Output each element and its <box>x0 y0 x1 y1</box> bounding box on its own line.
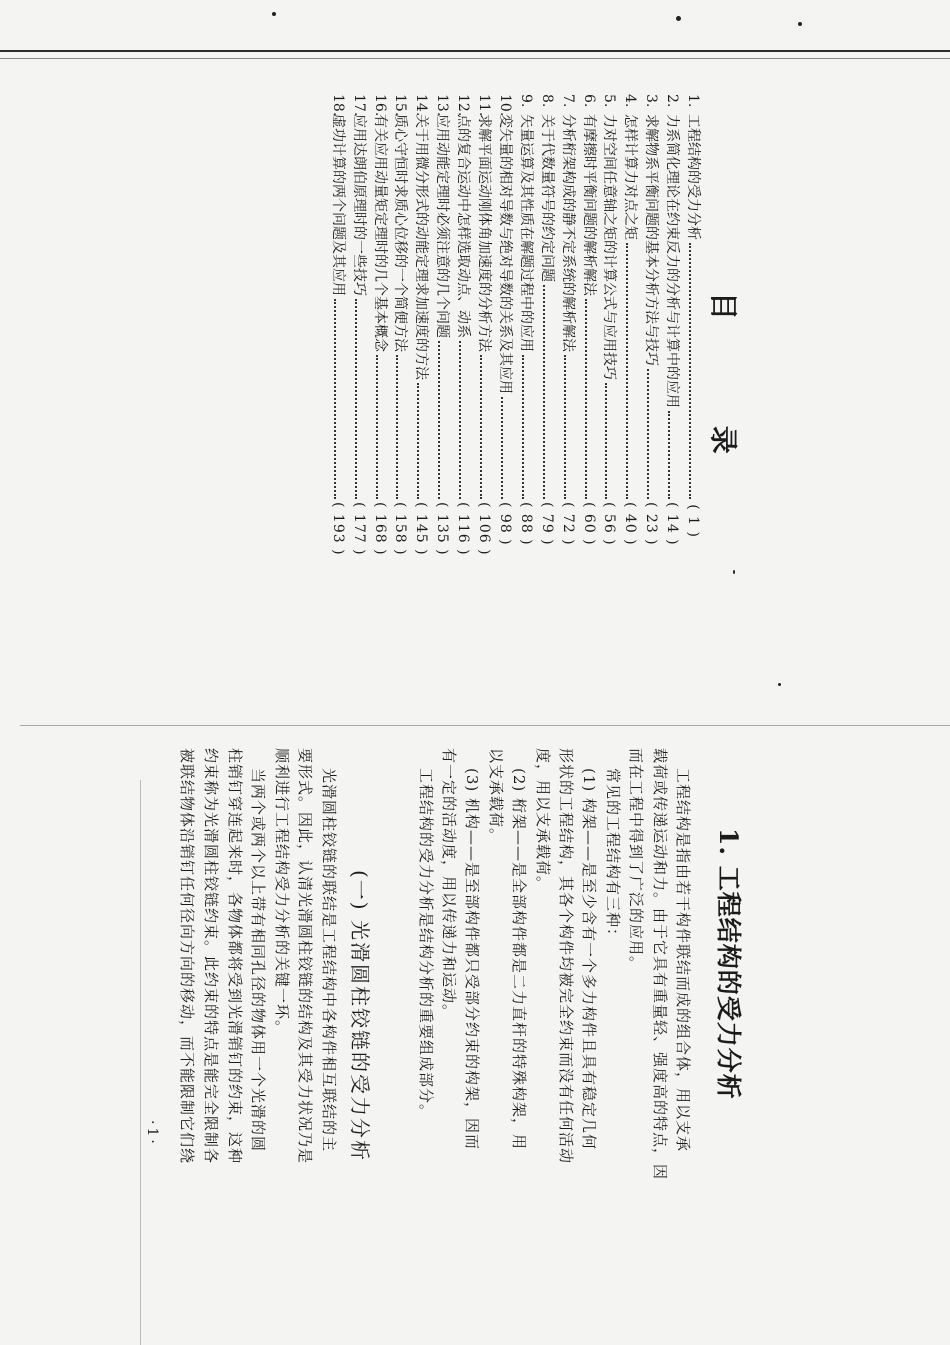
toc-entry-title: 求解物系平衡问题的基本分析方法与技巧 <box>643 114 660 366</box>
toc-leader-dots <box>334 299 345 499</box>
toc-entry-page: ( 116 ) <box>455 502 472 556</box>
toc-entry-page: ( 72 ) <box>559 502 576 546</box>
toc-entry-number: 11. <box>476 94 492 117</box>
body-text-line: 光滑圆柱铰链的联结是工程结构中各构件相互联结的主 <box>320 768 338 1153</box>
toc-entry <box>350 94 370 556</box>
toc-entry-page: ( 193 ) <box>329 502 346 556</box>
scan-edge-line <box>0 58 950 59</box>
toc-entry-page: ( 1 ) <box>685 504 701 538</box>
page-number: ·1· <box>144 1120 160 1147</box>
scan-speck <box>798 22 802 26</box>
toc-entry-page: ( 40 ) <box>622 502 639 546</box>
toc-entry <box>496 94 516 546</box>
toc-entry-title: 有关应用动量矩定理时的几个基本概念 <box>371 114 388 352</box>
toc-entry-title: 应用动能定理时必须注意的几个问题 <box>434 114 451 338</box>
body-text-line: (3) 机构——是至部构件都只受部分约束的构架，因而 <box>463 768 482 1151</box>
toc-entry <box>600 94 620 546</box>
toc-entry <box>642 94 662 546</box>
toc-leader-dots <box>396 355 407 499</box>
toc-entry-number: 18. <box>329 94 346 117</box>
toc-entry-page: ( 168 ) <box>371 502 388 556</box>
body-text-line: (2) 桁架——是全部构件都是二力直杆的特殊构架，用 <box>510 768 529 1151</box>
toc-leader-dots <box>605 383 616 499</box>
binding-edge <box>140 780 141 1345</box>
body-text-line: 柱销钉穿连起来时，各物体都将受到光滑销钉的约束，这种 <box>225 748 244 1165</box>
toc-entry-page: ( 177 ) <box>350 502 367 556</box>
body-text-line: 以支承载荷。 <box>486 748 505 845</box>
toc-leader-dots <box>668 411 679 499</box>
toc-entry-number: 3. <box>643 94 660 108</box>
toc-entry-title: 変矢量的相对导数与绝对导数的关系及其应用 <box>496 114 513 394</box>
toc-entry-title: 力系简化理论在约束反力的分析与计算中的应用 <box>664 114 681 408</box>
toc-entry-title: 应用达朗伯原理时的一些技巧 <box>350 114 367 296</box>
toc-entry-title: 点的复合运动中怎样选取动点、动系 <box>455 114 472 338</box>
toc-leader-dots <box>585 299 596 499</box>
body-text-line: 载荷或传递运动和力。由于它具有重量轻、强度高的特点，因 <box>650 748 669 1181</box>
toc-entry-number: 7. <box>559 94 576 108</box>
body-text-line: 要形式。因此，认清光滑圆柱铰链的结构及其受力状况乃是 <box>296 748 315 1165</box>
toc-entry <box>329 94 349 556</box>
toc-entry-page: ( 158 ) <box>392 502 409 556</box>
toc-leader-dots <box>376 355 387 499</box>
toc-entry <box>412 94 432 556</box>
toc-entry-title: 关于代数量符号的约定问题 <box>538 114 555 282</box>
toc-entry <box>663 94 683 546</box>
chapter-title: 1. 工程结构的受力分析 <box>714 828 743 1100</box>
toc-title: 目 录 <box>707 292 740 502</box>
toc-entry-title: 分析桁架构成的静不定系统的解析解法 <box>559 114 576 352</box>
body-text-line: 顺利进行工程结构受力分析的关键一环。 <box>272 748 291 1037</box>
body-text-line: 当两个或两个以上带有相同孔径的物体用一个光滑的圆 <box>249 768 268 1153</box>
toc-entry-page: ( 23 ) <box>643 502 660 546</box>
body-text-line: 工程结构的受力分析是结构分析的重要组成部分。 <box>416 768 435 1121</box>
toc-entry-page: ( 106 ) <box>476 502 492 556</box>
toc-entry <box>433 94 453 556</box>
toc-entry-title: 虚功计算的两个问题及其应用 <box>329 114 346 296</box>
body-text-line: 约束称为光滑圆柱铰链约束。此约束的特点是能完全限制各 <box>202 748 220 1165</box>
toc-leader-dots <box>689 243 700 499</box>
toc-entry <box>684 94 704 538</box>
toc-entry-number: 16. <box>371 94 388 117</box>
toc-entry <box>621 94 641 546</box>
toc-entry-title: 工程结构的受力分析 <box>685 114 701 240</box>
body-text-line: 常见的工程结构有三种： <box>603 768 622 945</box>
toc-entry-number: 12. <box>455 94 472 117</box>
toc-leader-dots <box>543 285 554 499</box>
toc-entry-page: ( 145 ) <box>413 502 430 556</box>
toc-entry-page: ( 14 ) <box>664 502 681 546</box>
toc-leader-dots <box>438 341 449 499</box>
toc-entry-number: 5. <box>601 94 618 108</box>
toc-entry-page: ( 56 ) <box>601 502 618 546</box>
toc-entry-number: 13. <box>434 94 451 117</box>
body-text-line: 度，用以支承载荷。 <box>533 748 552 893</box>
toc-entry <box>475 94 495 556</box>
toc-leader-dots <box>522 355 533 499</box>
toc-entry-number: 4. <box>622 94 639 108</box>
toc-entry <box>391 94 411 556</box>
toc-entry-title: 有摩擦时平衡问题的解析解法 <box>580 114 597 296</box>
toc-entry-page: ( 60 ) <box>580 502 597 546</box>
toc-entry <box>517 94 537 546</box>
toc-entry-number: 8. <box>538 94 555 108</box>
body-text-line: (1) 构架——是至少含有一个多力构件且具有稳定几何 <box>580 768 599 1151</box>
toc-entry-number: 6. <box>580 94 597 108</box>
toc-entry-number: 9. <box>517 94 534 108</box>
toc-entry-page: ( 98 ) <box>496 502 513 546</box>
toc-entry-number: 14. <box>413 94 430 117</box>
toc-entry-number: 1. <box>685 94 701 108</box>
toc-entry <box>559 94 579 546</box>
toc-entry-number: 17. <box>350 94 367 117</box>
toc-entry-page: ( 88 ) <box>517 502 534 546</box>
body-text-line: 工程结构是指由若干构件联结而成的组合体，用以支承 <box>674 768 692 1153</box>
toc-leader-dots <box>459 341 470 499</box>
toc-entry-page: ( 79 ) <box>538 502 555 546</box>
page-fold-line <box>20 725 950 726</box>
scan-speck <box>778 683 781 686</box>
toc-entry-number: 15. <box>392 94 409 117</box>
toc-entry-number: 10. <box>496 94 513 117</box>
toc-entry <box>454 94 474 556</box>
toc-entry-number: 2. <box>664 94 681 108</box>
toc-leader-dots <box>501 397 512 499</box>
section-title: (一) 光滑圆柱铰链的受力分析 <box>348 870 372 1162</box>
toc-entry-title: 怎样计算力对点之矩 <box>622 114 639 240</box>
body-text-line: 有一定的活动度，用以传递力和运动。 <box>440 748 458 1021</box>
toc-entry-title: 力对空间任意轴之矩的计算公式与应用技巧 <box>601 114 618 380</box>
toc-entry-page: ( 135 ) <box>434 502 451 556</box>
toc-leader-dots <box>564 355 575 499</box>
scan-edge-line <box>0 50 950 52</box>
toc-entry-title: 矢量运算及其性质在解题过程中的应用 <box>517 114 534 352</box>
scan-speck <box>272 12 276 16</box>
scan-speck <box>676 16 681 21</box>
toc-entry-title: 求解平面运动刚体角加速度的分析方法 <box>476 114 492 352</box>
body-text-line: 被联结物体沿销钉任何径向方向的移动，而不能限制它们绕 <box>178 748 197 1165</box>
toc-entry <box>538 94 558 546</box>
toc-leader-dots <box>626 243 637 499</box>
toc-entry-title: 关于用微分形式的动能定理求加速度的方法 <box>413 114 430 380</box>
toc-leader-dots <box>647 369 658 499</box>
toc-leader-dots <box>417 383 428 499</box>
toc-entry <box>371 94 391 556</box>
scan-speck <box>733 570 735 574</box>
body-text-line: 形状的工程结构，其各个构件均被完全约束而没有任何活动 <box>557 748 575 1165</box>
body-text-line: 而在工程中得到了广泛的应用。 <box>627 748 646 973</box>
toc-leader-dots <box>355 299 366 499</box>
toc-entry-title: 质心守恒时求质心位移的一个简便方法 <box>392 114 409 352</box>
toc-leader-dots <box>480 355 491 499</box>
toc-entry <box>580 94 600 546</box>
